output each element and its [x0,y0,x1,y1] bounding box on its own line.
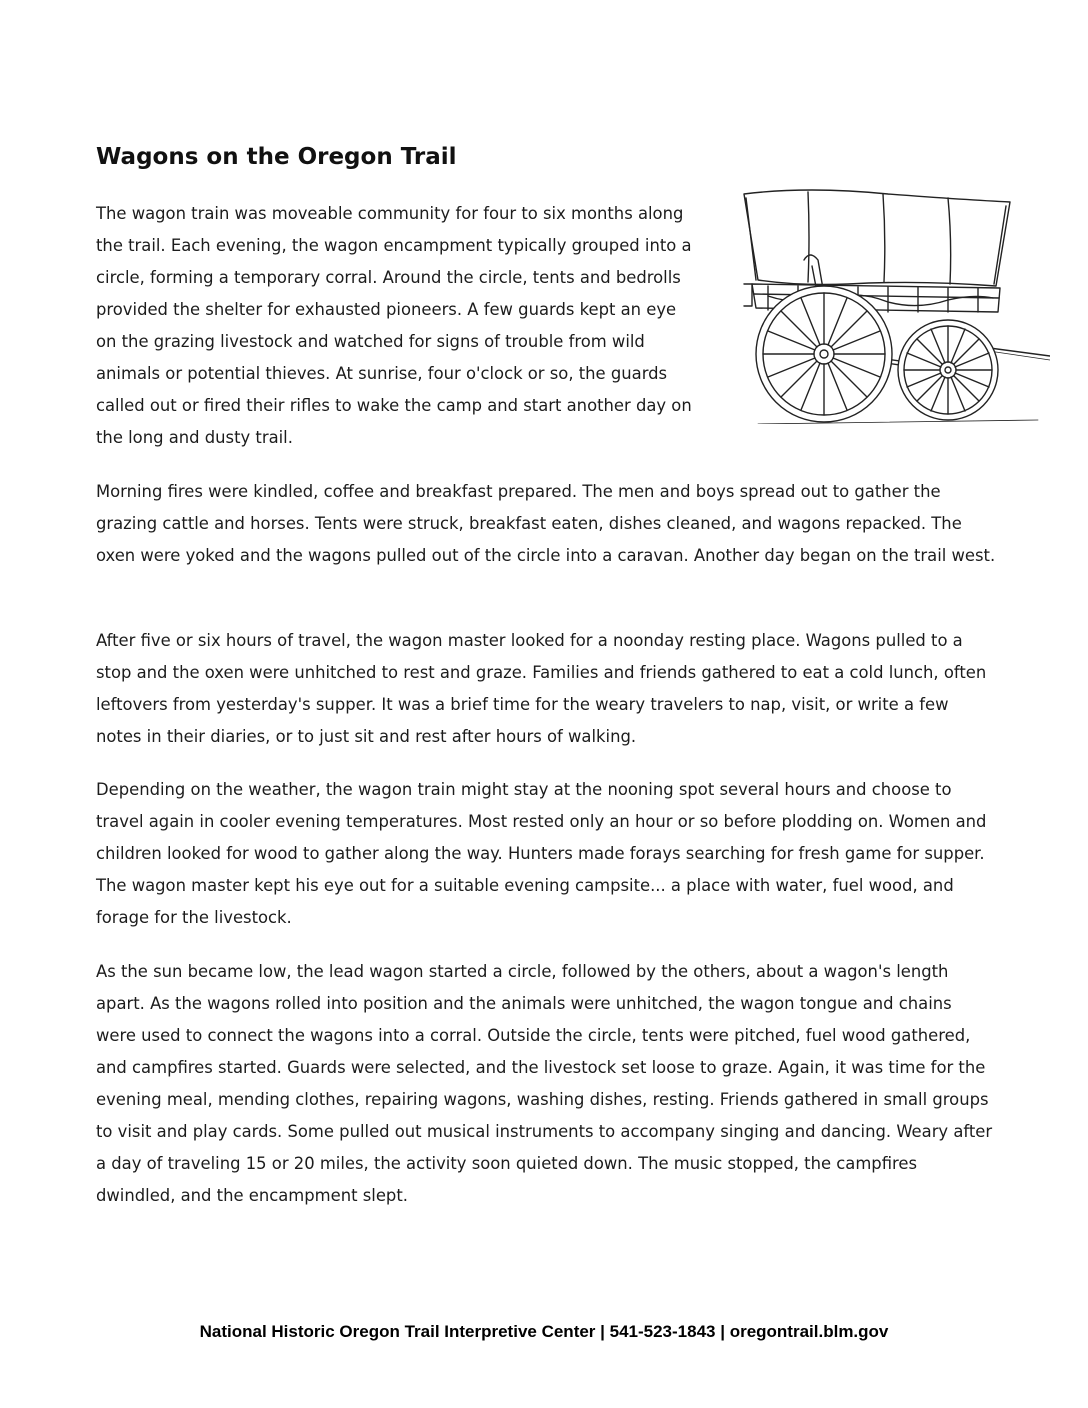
covered-wagon-illustration [738,188,1050,424]
paragraph-wagon-train: The wagon train was moveable community for four to six months along the trail. Each evening, the wagon encampment typically grouped into a circle, forming a temporary corral. Around the circle, tents and bedrolls provided the shelter for exhausted pioneers. A few guards kept an eye on the grazing livestock and watched for signs of trouble from wild animals or potential thieves. At sunrise, four o'clock or so, the guards called out or fired their rifles to wake the camp and start another day on the long and dusty trail. [96,204,692,447]
paragraph-noonday: After five or six hours of travel, the wagon master looked for a noonday resting place. Wagons pulled to a stop and the oxen were unhitched to rest and graze. Families and friends gathered to eat a cold lunch, often leftovers from yesterday's supper. It was a brief time for the weary travelers to nap, visit, or write a few notes in their diaries, or to just sit and rest after hours of walking. [96,631,987,746]
paragraph-weather: Depending on the weather, the wagon train might stay at the nooning spot several hours and choose to travel again in cooler evening temperatures. Most rested only an hour or so before plodding on. Women and children looked for wood to gather along the way. Hunters made forays searching for fresh game for supper. The wagon master kept his eye out for a suitable evening campsite... a place with water, fuel wood, and forage for the livestock. [96,780,987,927]
page-title: Wagons on the Oregon Trail [96,144,457,170]
paragraph-evening: As the sun became low, the lead wagon started a circle, followed by the others, about a wagon's length apart. As the wagons rolled into position and the animals were unhitched, the wagon tongue and chains were used to connect the wagons into a corral. Outside the circle, tents were pitched, fuel wood gathered, and campfires started. Guards were selected, and the livestock set loose to graze. Again, it was time for the evening meal, mending clothes, repairing wagons, washing dishes, resting. Friends gathered in small groups to visit and play cards. Some pulled out musical instruments to accompany singing and dancing. Weary after a day of traveling 15 or 20 miles, the activity soon quieted down. The music stopped, the campfires dwindled, and the encampment slept. [96,962,993,1205]
footer-contact: National Historic Oregon Trail Interpretive Center | 541-523-1843 | oregontrail.blm.gov [199,1322,889,1341]
paragraph-morning: Morning fires were kindled, coffee and breakfast prepared. The men and boys spread out to gather the grazing cattle and horses. Tents were struck, breakfast eaten, dishes cleaned, and wagons repacked. The oxen were yoked and the wagons pulled out of the circle into a caravan. Another day began on the trail west. [96,482,996,565]
